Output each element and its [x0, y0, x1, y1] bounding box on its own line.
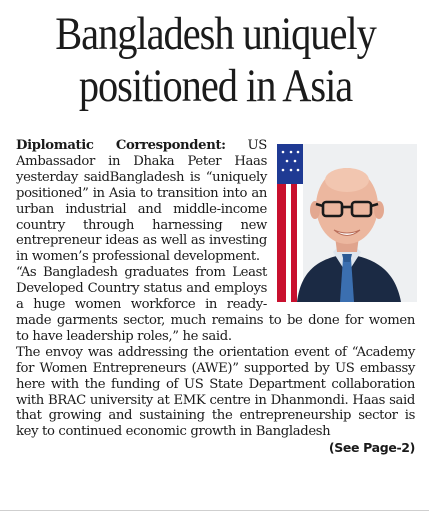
byline: Diplomatic Correspondent: — [16, 138, 226, 153]
headline-line-2: positioned in Asia — [78, 60, 353, 112]
paragraph-2: “As Bangladesh graduates from Least Developed Country status and employs a huge women workforce in ready-made garments sector, much remains to be done for women to have leadership roles,” he said. — [16, 265, 415, 344]
paragraph-3-text: The envoy was addressing the orientation event of “Academy for Women Entrepreneurs (AWE)” supported by US embassy here with the funding of US State Department collaboration with BRAC university at EMK centre in Dhanmondi. Haas said that growing and sustaining the entrepreneurship sector is key to continued economic growth in Bangladesh — [16, 344, 415, 440]
headline — [44, 0, 387, 112]
portrait-photo — [277, 144, 417, 302]
headline-line-1: Bangladesh uniquely — [55, 8, 376, 60]
portrait-photo-icon — [277, 144, 417, 302]
paragraph-3 — [16, 344, 415, 456]
paragraph-1-text: US Ambassador in Dhaka Peter Haas yesterday saidBangladesh is “uniquely positioned” in Asia to transition into an urban industrial and middle-income country through harnessing new entrepreneur ideas as well as investing in women’s professional development. — [16, 138, 267, 265]
us-flag-icon — [277, 144, 303, 302]
article-body — [16, 138, 415, 456]
see-page-link: (See Page-2) — [328, 440, 415, 456]
bottom-divider — [0, 510, 429, 511]
